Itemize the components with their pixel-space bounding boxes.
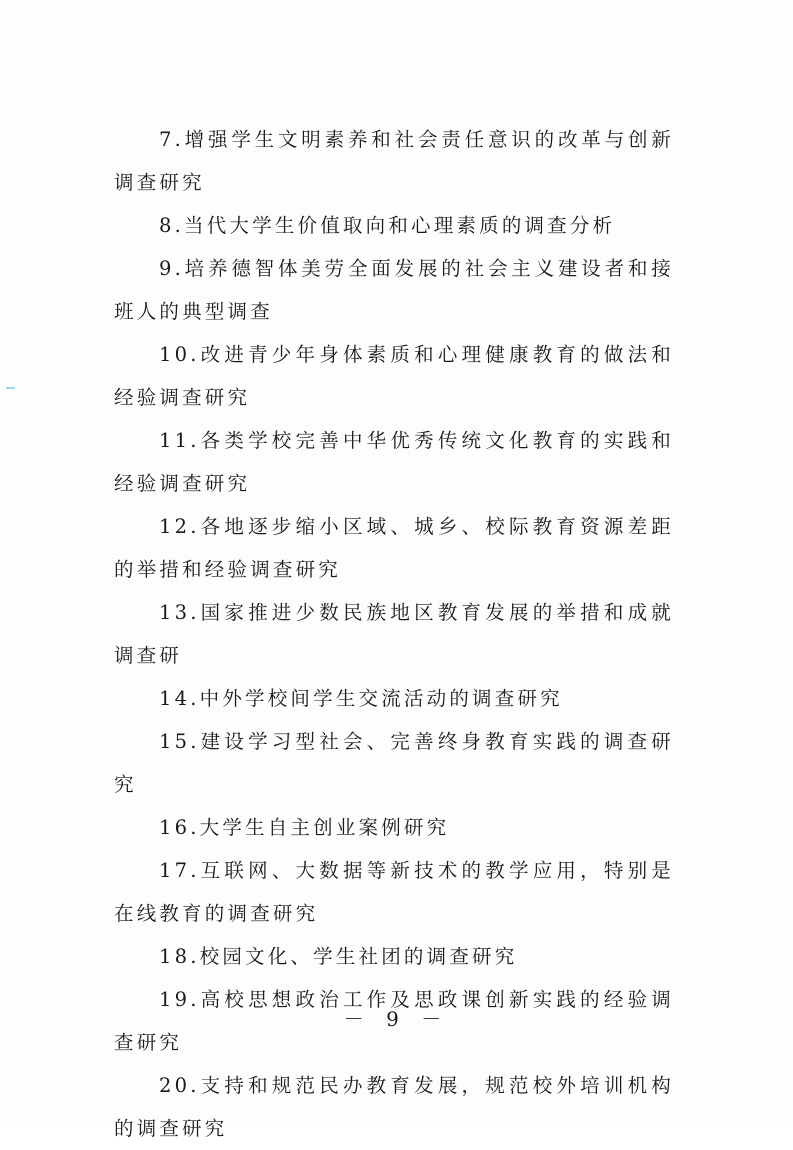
item-number: 10. [159, 343, 200, 366]
item-text: 当代大学生价值取向和心理素质的调查分析 [184, 214, 616, 237]
list-item [114, 677, 674, 720]
item-number: 11. [159, 429, 200, 452]
item-number: 14. [159, 687, 200, 710]
list-item [114, 1064, 674, 1150]
list-item [114, 204, 674, 247]
item-number: 12. [159, 515, 200, 538]
item-text: 校园文化、学生社团的调查研究 [199, 945, 518, 968]
item-text: 培养德智体美劳全面发展的社会主义建设者和接班人的典型调查 [114, 257, 674, 323]
item-text: 建设学习型社会、完善终身教育实践的调查研究 [114, 730, 674, 796]
item-number: 9. [159, 257, 185, 280]
list-item [114, 720, 674, 806]
item-number: 13. [159, 601, 200, 624]
item-number: 16. [159, 816, 200, 839]
research-topic-list [114, 118, 674, 1150]
item-number: 20. [159, 1074, 200, 1097]
item-text: 高校思想政治工作及思政课创新实践的经验调查研究 [114, 988, 674, 1054]
item-text: 改进青少年身体素质和心理健康教育的做法和经验调查研究 [114, 343, 674, 409]
item-number: 17. [159, 859, 200, 882]
list-item [114, 419, 674, 505]
item-text: 国家推进少数民族地区教育发展的举措和成就调查研 [114, 601, 674, 667]
item-number: 15. [159, 730, 200, 753]
item-number: 18. [159, 945, 200, 968]
item-number: 7. [159, 128, 185, 151]
item-number: 8. [159, 214, 185, 237]
item-text: 大学生自主创业案例研究 [199, 816, 450, 839]
item-text: 各地逐步缩小区域、城乡、校际教育资源差距的举措和经验调查研究 [114, 515, 674, 581]
list-item [114, 247, 674, 333]
item-number: 19. [159, 988, 200, 1011]
list-item [114, 806, 674, 849]
list-item [114, 591, 674, 677]
item-text: 互联网、大数据等新技术的教学应用，特别是在线教育的调查研究 [114, 859, 674, 925]
item-text: 各类学校完善中华优秀传统文化教育的实践和经验调查研究 [114, 429, 674, 495]
list-item [114, 118, 674, 204]
list-item [114, 505, 674, 591]
list-item [114, 849, 674, 935]
list-item [114, 935, 674, 978]
item-text: 中外学校间学生交流活动的调查研究 [199, 687, 563, 710]
page-number: － 9 － [343, 1007, 450, 1031]
item-text: 支持和规范民办教育发展，规范校外培训机构的调查研究 [114, 1074, 674, 1140]
margin-mark [6, 387, 15, 389]
item-text: 增强学生文明素养和社会责任意识的改革与创新调查研究 [114, 128, 674, 194]
list-item [114, 333, 674, 419]
